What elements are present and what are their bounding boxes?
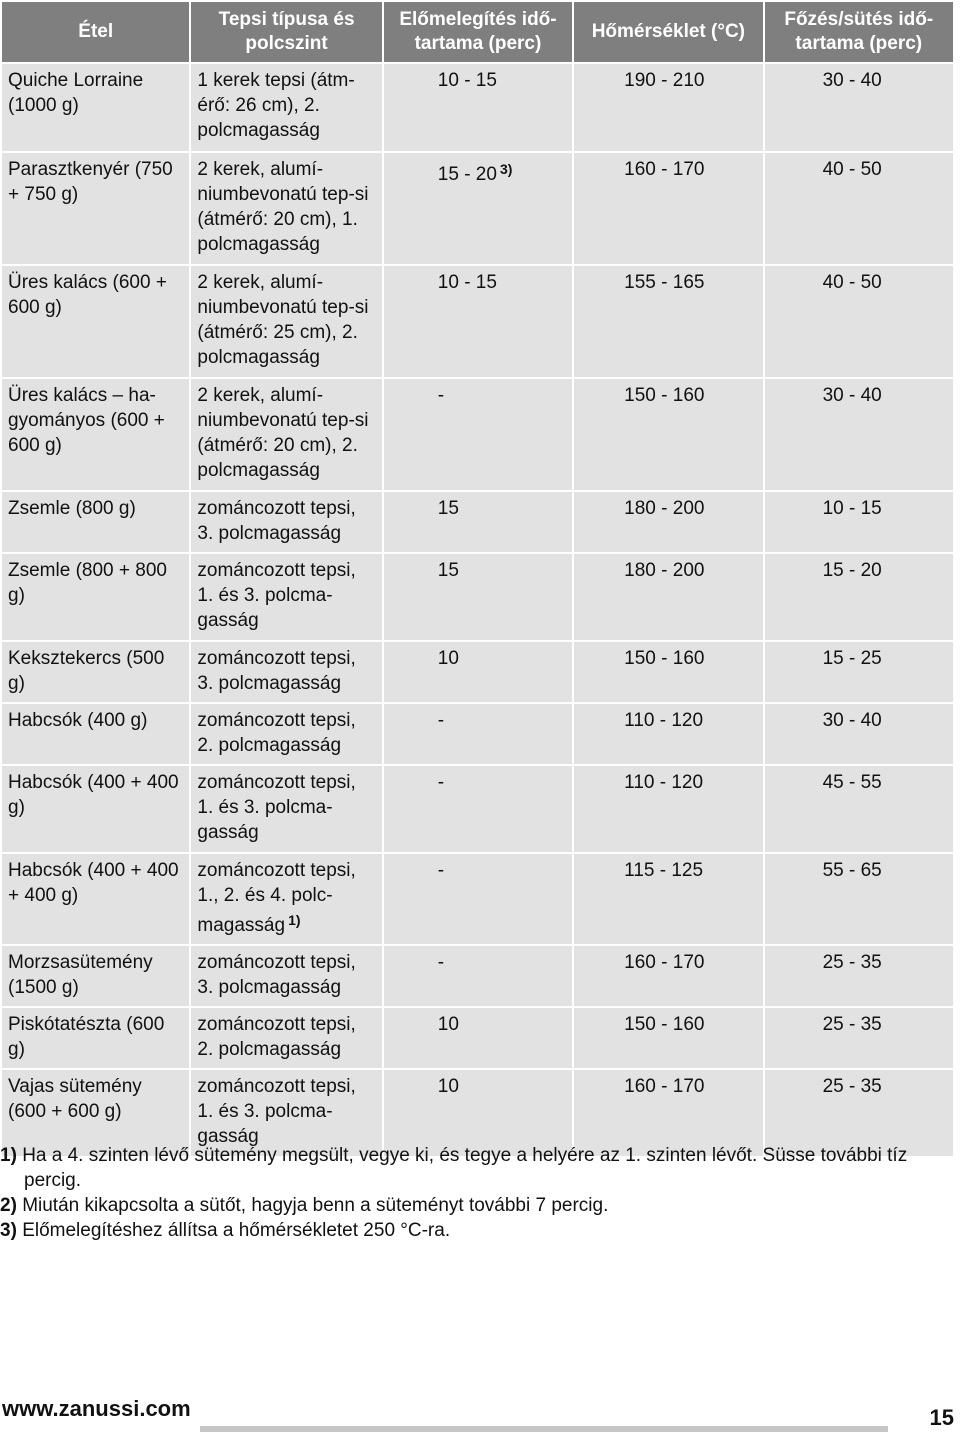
cell-cooking-time: 30 - 40 <box>765 64 953 151</box>
cell-temperature: 180 - 200 <box>574 554 762 640</box>
cell-food: Üres kalács (600 + 600 g) <box>2 266 189 377</box>
cell-preheat: - <box>384 766 572 852</box>
cell-preheat <box>384 153 572 264</box>
cell-temperature: 160 - 170 <box>574 1070 762 1156</box>
cell-tray: 2 kerek, alumí-niumbevonatú tep-si (átmérő: 25 cm), 2. polcmagasság <box>191 266 381 377</box>
cell-food: Habcsók (400 g) <box>2 704 189 764</box>
cell-preheat: - <box>384 854 572 944</box>
header-cooking-time: Főzés/sütés idő-tartama (perc) <box>765 2 953 62</box>
cell-food: Morzsasütemény (1500 g) <box>2 946 189 1006</box>
footer-divider <box>200 1426 888 1432</box>
header-preheat: Előmelegítés idő-tartama (perc) <box>384 2 572 62</box>
cell-temperature: 155 - 165 <box>574 266 762 377</box>
cell-tray: zománcozott tepsi, 3. polcmagasság <box>191 642 381 702</box>
cell-tray: zománcozott tepsi, 2. polcmagasság <box>191 704 381 764</box>
cell-preheat: 10 - 15 <box>384 266 572 377</box>
cell-tray: zománcozott tepsi, 1. és 3. polcma-gasság <box>191 1070 381 1156</box>
table-row <box>2 704 953 764</box>
footnote-text: Előmelegítéshez állítsa a hőmérsékletet 250 °C-ra. <box>22 1220 451 1241</box>
footnote-1 <box>0 1143 945 1193</box>
cell-preheat: 10 - 15 <box>384 64 572 151</box>
cell-cooking-time: 10 - 15 <box>765 492 953 552</box>
cell-preheat: - <box>384 704 572 764</box>
cell-cooking-time: 45 - 55 <box>765 766 953 852</box>
cell-food: Quiche Lorraine (1000 g) <box>2 64 189 151</box>
cell-preheat: 15 <box>384 554 572 640</box>
cell-food: Piskótatészta (600 g) <box>2 1008 189 1068</box>
cell-tray: 2 kerek, alumí-niumbevonatú tep-si (átmérő: 20 cm), 1. polcmagasság <box>191 153 381 264</box>
table-row <box>2 946 953 1006</box>
cell-food: Habcsók (400 + 400 + 400 g) <box>2 854 189 944</box>
cell-cooking-time: 30 - 40 <box>765 379 953 490</box>
table-row <box>2 1008 953 1068</box>
cell-food: Habcsók (400 + 400 g) <box>2 766 189 852</box>
cell-cooking-time: 25 - 35 <box>765 1070 953 1156</box>
cell-tray: zománcozott tepsi, 1. és 3. polcma-gasság <box>191 766 381 852</box>
table-row <box>2 153 953 264</box>
table-row <box>2 554 953 640</box>
cell-preheat: 15 <box>384 492 572 552</box>
cell-tray <box>191 854 381 944</box>
footnote-2 <box>0 1193 945 1218</box>
page-number: 15 <box>929 1405 954 1430</box>
cell-temperature: 160 - 170 <box>574 946 762 1006</box>
cell-temperature: 110 - 120 <box>574 704 762 764</box>
table-row <box>2 492 953 552</box>
footnote-3 <box>0 1218 945 1243</box>
header-temperature: Hőmérséklet (°C) <box>574 2 762 62</box>
footnote-ref: 1) <box>288 912 301 928</box>
cell-cooking-time: 15 - 20 <box>765 554 953 640</box>
cell-food: Vajas sütemény (600 + 600 g) <box>2 1070 189 1156</box>
cell-temperature: 150 - 160 <box>574 379 762 490</box>
footer-website: www.zanussi.com <box>2 1396 191 1421</box>
table-header-row <box>2 2 953 62</box>
cell-tray: 1 kerek tepsi (átm-érő: 26 cm), 2. polcmagasság <box>191 64 381 151</box>
cell-tray: zománcozott tepsi, 1. és 3. polcma-gasság <box>191 554 381 640</box>
footnote-text: Miután kikapcsolta a sütőt, hagyja benn a süteményt további 7 percig. <box>22 1195 609 1216</box>
cell-cooking-time: 25 - 35 <box>765 1008 953 1068</box>
cell-temperature: 150 - 160 <box>574 642 762 702</box>
cell-cooking-time: 30 - 40 <box>765 704 953 764</box>
cell-temperature: 115 - 125 <box>574 854 762 944</box>
cell-temperature: 150 - 160 <box>574 1008 762 1068</box>
cell-temperature: 160 - 170 <box>574 153 762 264</box>
footnote-mark: 2) <box>0 1195 17 1216</box>
tray-value: zománcozott tepsi, 1., 2. és 4. polc-magasság <box>197 860 356 936</box>
cell-preheat: 10 <box>384 642 572 702</box>
table-row <box>2 642 953 702</box>
footnotes <box>0 1143 945 1243</box>
cell-tray: zománcozott tepsi, 3. polcmagasság <box>191 946 381 1006</box>
cell-temperature: 190 - 210 <box>574 64 762 151</box>
table-row <box>2 379 953 490</box>
footnote-mark: 3) <box>0 1220 17 1241</box>
cell-preheat: - <box>384 946 572 1006</box>
cell-cooking-time: 55 - 65 <box>765 854 953 944</box>
cell-preheat: - <box>384 379 572 490</box>
table-row <box>2 854 953 944</box>
cell-food: Keksztekercs (500 g) <box>2 642 189 702</box>
cell-food: Üres kalács – ha-gyományos (600 + 600 g) <box>2 379 189 490</box>
cell-food: Zsemle (800 + 800 g) <box>2 554 189 640</box>
cell-food: Zsemle (800 g) <box>2 492 189 552</box>
cell-cooking-time: 25 - 35 <box>765 946 953 1006</box>
cell-preheat: 10 <box>384 1008 572 1068</box>
cell-cooking-time: 15 - 25 <box>765 642 953 702</box>
table-row <box>2 766 953 852</box>
cell-temperature: 110 - 120 <box>574 766 762 852</box>
header-tray: Tepsi típusa és polcszint <box>191 2 381 62</box>
cell-temperature: 180 - 200 <box>574 492 762 552</box>
cell-cooking-time: 40 - 50 <box>765 153 953 264</box>
footnote-mark: 1) <box>0 1145 17 1166</box>
preheat-value: 15 - 20 <box>437 164 497 185</box>
cell-cooking-time: 40 - 50 <box>765 266 953 377</box>
cell-preheat: 10 <box>384 1070 572 1156</box>
cell-tray: 2 kerek, alumí-niumbevonatú tep-si (átmérő: 20 cm), 2. polcmagasság <box>191 379 381 490</box>
header-food: Étel <box>2 2 189 62</box>
cell-tray: zománcozott tepsi, 3. polcmagasság <box>191 492 381 552</box>
table-row <box>2 64 953 151</box>
cell-tray: zománcozott tepsi, 2. polcmagasság <box>191 1008 381 1068</box>
footnote-text: Ha a 4. szinten lévő sütemény megsült, vegye ki, és tegye a helyére az 1. szinten lévőt. Süsse további tíz percig. <box>22 1145 908 1191</box>
cell-food: Parasztkenyér (750 + 750 g) <box>2 153 189 264</box>
table-row <box>2 266 953 377</box>
footnote-ref: 3) <box>499 161 513 177</box>
